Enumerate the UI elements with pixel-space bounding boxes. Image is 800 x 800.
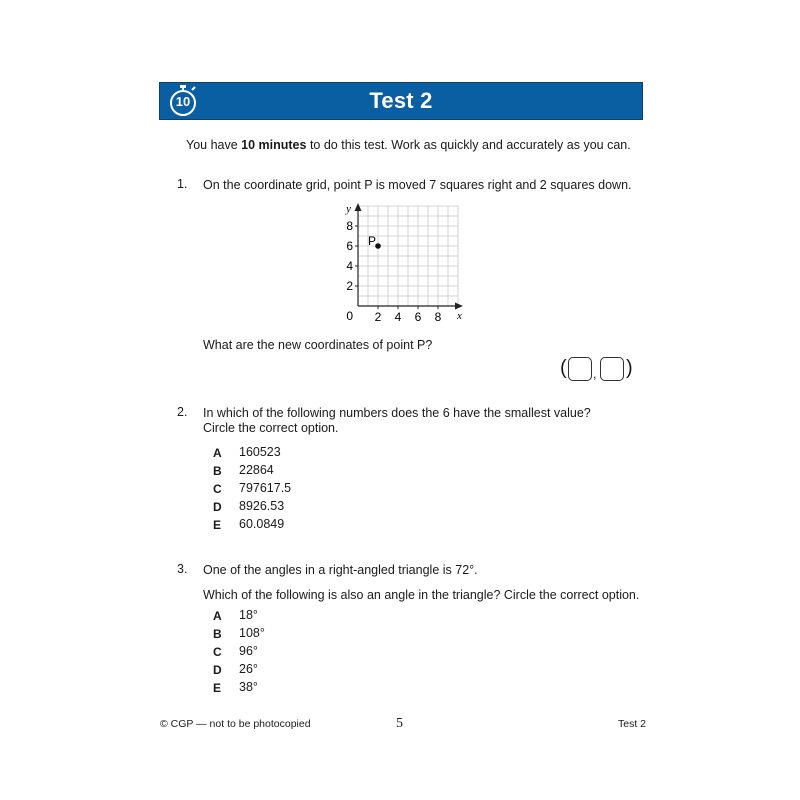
- q1-number: 1.: [177, 177, 188, 191]
- q2-option-e-value[interactable]: 60.0849: [239, 517, 285, 531]
- q3-option-a-value[interactable]: 18°: [239, 608, 258, 622]
- point-p: [375, 243, 381, 249]
- q3-option-e-letter[interactable]: E: [213, 681, 222, 695]
- q2-option-a-value[interactable]: 160523: [239, 445, 281, 459]
- q2-option-c-value[interactable]: 797617.5: [239, 481, 292, 495]
- q2-option-d-letter[interactable]: D: [213, 500, 222, 514]
- intro-bold: 10 minutes: [241, 138, 307, 152]
- q3-option-c-value[interactable]: 96°: [239, 644, 258, 658]
- q3-option-d-letter[interactable]: D: [213, 663, 222, 677]
- q2-option-c-letter[interactable]: C: [213, 482, 222, 496]
- intro-after: to do this test. Work as quickly and accurately as you can.: [306, 138, 631, 152]
- intro-before: You have: [186, 138, 242, 152]
- x-tick-label: 4: [394, 310, 402, 324]
- answer-x-box[interactable]: [568, 357, 592, 381]
- q3-option-b-value[interactable]: 108°: [239, 626, 265, 640]
- y-tick-label: 8: [346, 219, 353, 233]
- x-tick-label: 2: [374, 310, 382, 324]
- q3-option-c-letter[interactable]: C: [213, 645, 222, 659]
- x-axis-label: x: [457, 310, 462, 322]
- answer-y-box[interactable]: [600, 357, 624, 381]
- q3-option-d-value[interactable]: 26°: [239, 662, 258, 676]
- q2-line2: Circle the correct option.: [203, 421, 339, 435]
- footer-test-name: Test 2: [618, 718, 647, 730]
- q3-option-a-letter[interactable]: A: [213, 609, 222, 623]
- q3-option-e-value[interactable]: 38°: [239, 680, 258, 694]
- q2-option-d-value[interactable]: 8926.53: [239, 499, 285, 513]
- footer-copyright: © CGP — not to be photocopied: [160, 718, 311, 730]
- origin-label: 0: [346, 309, 353, 323]
- q2-option-a-letter[interactable]: A: [213, 446, 222, 460]
- q3-line2: Which of the following is also an angle in the triangle? Circle the correct option.: [203, 588, 640, 602]
- y-axis-label: y: [346, 203, 351, 215]
- close-paren: ): [626, 357, 633, 379]
- answer-comma: ,: [593, 367, 597, 381]
- y-tick-label: 6: [346, 239, 353, 253]
- page-title: Test 2: [369, 88, 433, 113]
- q2-option-e-letter[interactable]: E: [213, 518, 222, 532]
- q1-text: On the coordinate grid, point P is moved 7 squares right and 2 squares down.: [203, 178, 632, 192]
- coordinate-grid: [330, 195, 475, 327]
- test-header-bar: [159, 82, 643, 120]
- open-paren: (: [560, 357, 567, 379]
- x-tick-label: 8: [434, 310, 442, 324]
- footer-page-number: 5: [396, 716, 403, 731]
- timer-minutes: 10: [175, 94, 191, 109]
- q1-question: What are the new coordinates of point P?: [203, 338, 433, 352]
- point-p-label: P: [368, 234, 377, 248]
- q2-option-b-value[interactable]: 22864: [239, 463, 274, 477]
- q2-line1: In which of the following numbers does the 6 have the smallest value?: [203, 406, 591, 420]
- q3-option-b-letter[interactable]: B: [213, 627, 222, 641]
- q3-line1: One of the angles in a right-angled triangle is 72°.: [203, 563, 478, 577]
- x-tick-label: 6: [414, 310, 422, 324]
- q2-number: 2.: [177, 405, 188, 419]
- q2-option-b-letter[interactable]: B: [213, 464, 222, 478]
- q3-number: 3.: [177, 562, 188, 576]
- y-tick-label: 2: [346, 279, 353, 293]
- y-tick-label: 4: [346, 259, 353, 273]
- intro-text: [186, 137, 631, 153]
